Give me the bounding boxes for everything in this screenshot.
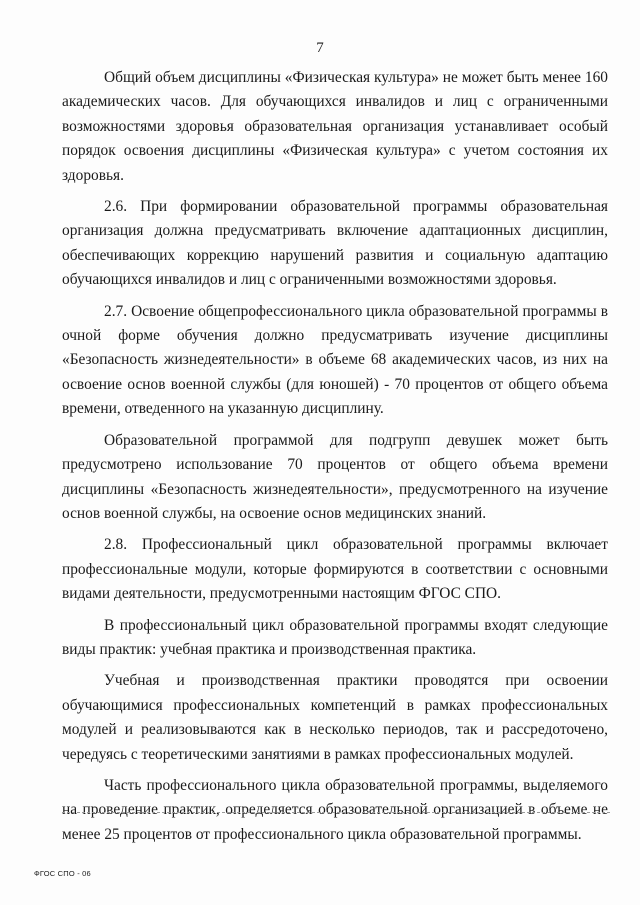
scan-underline-mark [62, 812, 610, 813]
paragraph-girls-subgroups: Образовательной программой для подгрупп девушек может быть предусмотрено использование 70 процентов от общего объема времени дисциплины «Безопасность жизнедеятельности», предусмотренного на изучение основ военной службы, на освоение основ медицинских знаний. [62, 431, 608, 522]
paragraph-2-8: 2.8. Профессиональный цикл образовательной программы включает профессиональные модули, которые формируются в соответствии с основными видами деятельности, предусмотренными настоящим ФГОС СПО. [62, 536, 608, 603]
paragraph-practice-share: Часть профессионального цикла образовательной программы, выделяемого на проведение практик, определяется образовательной организацией в объеме не менее 25 процентов от профессионального цикла образовательной программы. [62, 776, 608, 843]
paragraph-physical-culture: Общий объем дисциплины «Физическая культура» не может быть менее 160 академических часов. Для обучающихся инвалидов и лиц с ограниченными возможностями здоровья образовательная организация устанавливает особый порядок освоения дисциплины «Физическая культура» с учетом состояния их здоровья. [62, 69, 608, 184]
paragraph-2-7: 2.7. Освоение общепрофессионального цикла образовательной программы в очной форме обучения должно предусматривать изучение дисциплины «Безопасность жизнедеятельности» в объеме 68 академических часов, из них на освоение основ военной службы (для юношей) - 70 процентов от общего объема времени, отведенного на указанную дисциплину. [62, 302, 608, 418]
page-number: 7 [316, 40, 324, 56]
footer-code: ФГОС СПО - 06 [34, 869, 91, 878]
document-body [62, 66, 608, 854]
paragraph-2-6: 2.6. При формировании образовательной программы образовательная организация должна предусматривать включение адаптационных дисциплин, обеспечивающих коррекцию нарушений развития и социальную адаптацию обучающихся инвалидов и лиц с ограниченными возможностями здоровья. [62, 198, 608, 289]
paragraph-practice-conduct: Учебная и производственная практики проводятся при освоении обучающимися профессиональных компетенций в рамках профессиональных модулей и реализовываются как в несколько периодов, так и рассредоточено, чередуясь с теоретическими занятиями в рамках профессиональных модулей. [62, 672, 608, 763]
paragraph-practice-types: В профессиональный цикл образовательной программы входят следующие виды практик: учебная практика и производственная практика. [62, 616, 608, 658]
